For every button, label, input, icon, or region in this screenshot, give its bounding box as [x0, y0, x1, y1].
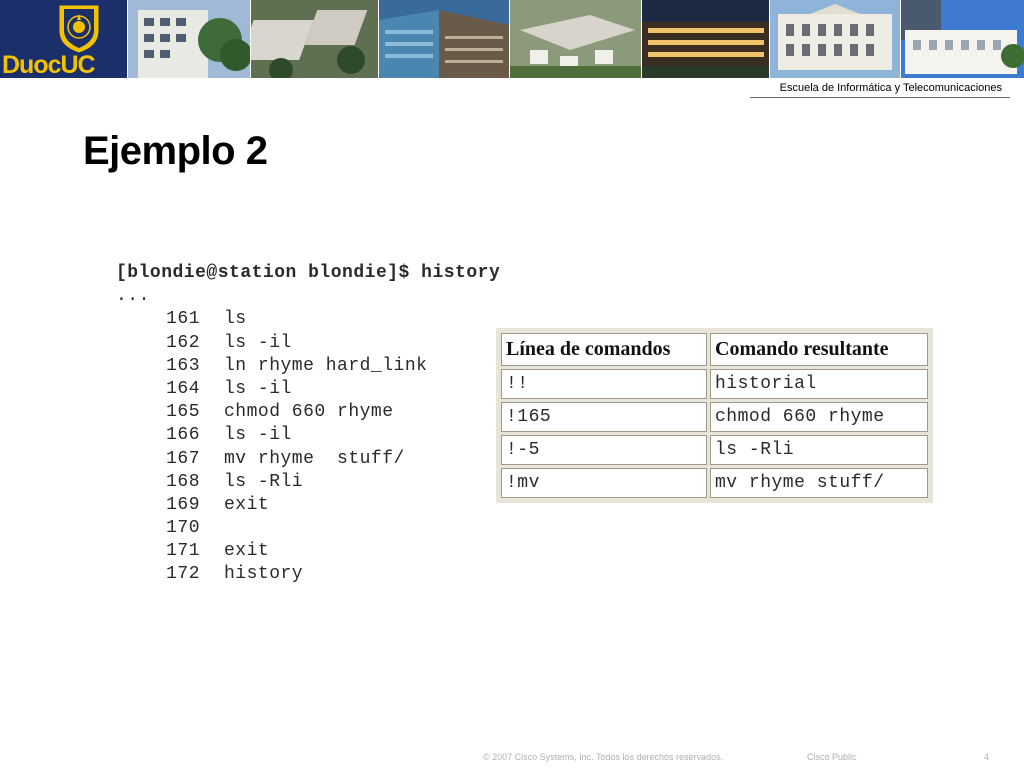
history-shortcut-table — [496, 328, 933, 503]
column-header: Comando resultante — [710, 333, 928, 366]
campus-photo-6 — [769, 0, 899, 78]
school-name: Escuela de Informática y Telecomunicaciones — [779, 82, 1002, 94]
history-entry — [116, 448, 500, 471]
history-command: ls -Rli — [224, 471, 304, 492]
table-row — [501, 402, 928, 432]
table-row — [501, 369, 928, 399]
history-number: 166 — [166, 425, 200, 446]
history-number: 169 — [166, 494, 200, 515]
column-header: Línea de comandos — [501, 333, 707, 366]
footer-copyright: © 2007 Cisco Systems, Inc. Todos los derechos reservados. — [483, 752, 724, 762]
history-entry — [116, 494, 500, 517]
history-number: 162 — [166, 332, 200, 353]
campus-photo-5 — [641, 0, 769, 78]
table-cell: !-5 — [501, 435, 707, 465]
table-row — [501, 435, 928, 465]
history-command: ls -il — [224, 332, 292, 353]
history-command: exit — [224, 541, 270, 562]
history-entry — [116, 540, 500, 563]
history-command: ls — [224, 309, 247, 330]
history-number: 167 — [166, 448, 200, 469]
history-command: history — [224, 564, 304, 585]
table-cell: mv rhyme stuff/ — [710, 468, 928, 498]
table-cell: !165 — [501, 402, 707, 432]
history-number: 161 — [166, 309, 200, 330]
table-cell: chmod 660 rhyme — [710, 402, 928, 432]
history-entry — [116, 378, 500, 401]
campus-photo-2 — [250, 0, 378, 78]
shell-prompt: [blondie@station blondie]$ history — [116, 263, 501, 283]
terminal-output — [116, 262, 500, 587]
history-entry — [116, 332, 500, 355]
campus-photo-4 — [509, 0, 641, 78]
history-number: 168 — [166, 471, 200, 492]
page-number: 4 — [984, 752, 990, 762]
campus-photo-1 — [127, 0, 249, 78]
history-entry — [116, 517, 500, 540]
table-header-row — [501, 333, 928, 366]
header-divider — [750, 97, 1010, 98]
table-cell: historial — [710, 369, 928, 399]
history-number: 165 — [166, 402, 200, 423]
table-cell: !! — [501, 369, 707, 399]
table-cell: !mv — [501, 468, 707, 498]
history-command: exit — [224, 494, 270, 515]
slide-title: Ejemplo 2 — [83, 129, 268, 173]
history-entry — [116, 308, 500, 331]
history-entry — [116, 355, 500, 378]
history-number: 163 — [166, 355, 200, 376]
footer-classification: Cisco Public — [807, 752, 857, 762]
history-command: ls -il — [224, 378, 292, 399]
history-entry — [116, 424, 500, 447]
history-entry — [116, 471, 500, 494]
logo-text: DuocUC — [2, 51, 95, 78]
history-command: chmod 660 rhyme — [224, 402, 394, 423]
history-command: mv rhyme stuff/ — [224, 448, 405, 469]
history-command — [200, 517, 224, 540]
history-number: 164 — [166, 378, 200, 399]
duoc-uc-logo — [0, 0, 127, 78]
history-entry — [116, 563, 500, 586]
campus-photo-3 — [378, 0, 508, 78]
campus-photo-7 — [900, 0, 1024, 78]
history-command: ls -il — [224, 425, 292, 446]
table-cell: ls -Rli — [710, 435, 928, 465]
table — [498, 330, 931, 501]
output-ellipsis: ... — [116, 286, 150, 307]
history-entry — [116, 401, 500, 424]
table-row — [501, 468, 928, 498]
history-number: 172 — [166, 564, 200, 585]
university-seal-icon — [56, 3, 102, 53]
header-banner — [0, 0, 1024, 78]
history-number: 171 — [166, 541, 200, 562]
history-command: ln rhyme hard_link — [224, 355, 428, 376]
history-number: 170 — [166, 518, 200, 539]
